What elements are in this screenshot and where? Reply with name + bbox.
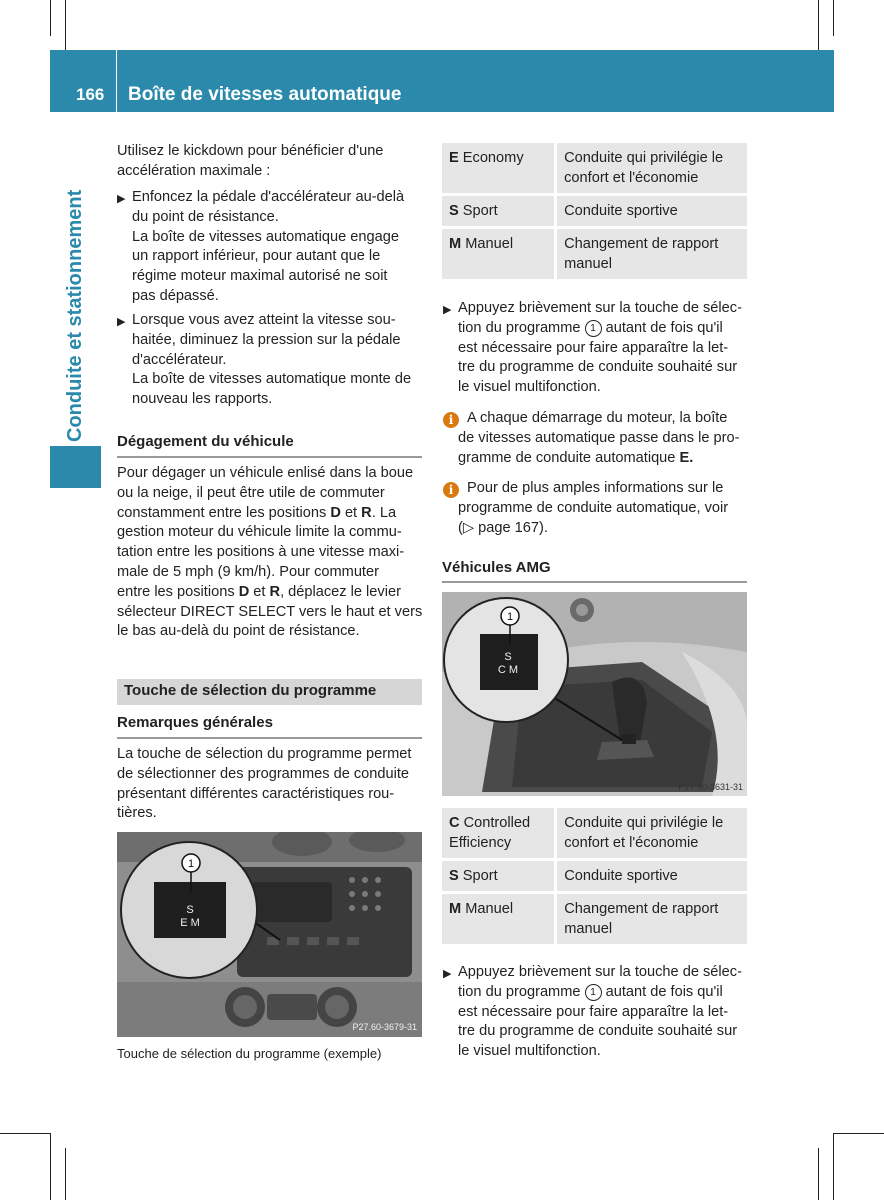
chapter-label: Conduite et stationnement	[64, 189, 86, 442]
crop-mark	[0, 1133, 50, 1134]
bullet-arrow-icon: ▶	[117, 316, 126, 328]
intro-text: Utilisez le kickdown pour bénéficier d'une accélération maximale :	[117, 143, 384, 179]
heading-rule	[117, 737, 422, 739]
table-row: S Sport Conduite sportive	[442, 196, 747, 226]
bullet-kickdown-press: Enfoncez la pédale d'accélérateur au-delà du point de résistance. La boîte de vitesses automatique engage un rapport inférieur, pour autant que le régime moteur maximal autorisé ne soit pas dépassé.	[132, 189, 405, 304]
page-number: 166	[76, 85, 105, 104]
table-row: S Sport Conduite sportive	[442, 861, 747, 891]
remarques-text: La touche de sélection du programme permet de sélectionner des programmes de conduite présentant différentes caractéristiques rou- tières.	[117, 746, 412, 822]
crop-mark	[65, 0, 66, 50]
amg-selector-photo	[442, 592, 747, 796]
dashboard-photo	[117, 832, 422, 1037]
program-table-1	[442, 140, 747, 282]
heading-amg: Véhicules AMG	[442, 559, 551, 576]
page-title: Boîte de vitesses automatique	[128, 84, 402, 105]
photo-code: P27.60-3679-31	[352, 1022, 417, 1032]
heading-rule	[442, 581, 747, 583]
crop-mark	[834, 1133, 884, 1134]
photo-callout-1: 1	[187, 858, 195, 870]
section-heading: Touche de sélection du programme	[117, 679, 422, 705]
chapter-tab	[50, 112, 101, 488]
photo-button-top: S	[186, 904, 194, 916]
page-header	[50, 50, 834, 112]
photo-callout-1: 1	[506, 611, 514, 623]
bullet-arrow-icon: ▶	[443, 304, 452, 316]
heading-rule	[117, 456, 422, 458]
callout-1-icon: 1	[585, 984, 602, 1001]
degagement-text: Pour dégager un véhicule enlisé dans la boue ou la neige, il peut être utile de commuter constamment entre les positions D et R. La gestion moteur du véhicule limite la commu- tation entre les positions à une vitesse maxi- male de 5 mph (9 km/h). Pour commuter entre les positions D et R, déplacez le levier sélecteur DIRECT SELECT vers le haut et vers le bas au-delà du point de résistance.	[117, 465, 423, 640]
crop-mark	[818, 1148, 819, 1200]
table-row: E Economy Conduite qui privilégie le confort et l'économie	[442, 143, 747, 193]
crop-mark	[65, 1148, 66, 1200]
bullet-kickdown-release: Lorsque vous avez atteint la vitesse sou- haitée, diminuez la pression sur la pédale d'accélérateur. La boîte de vitesses automatique monte de nouveau les rapports.	[132, 312, 412, 408]
heading-degagement: Dégagement du véhicule	[117, 433, 294, 450]
table-row: M Manuel Changement de rapport manuel	[442, 894, 747, 944]
crop-mark	[50, 1133, 51, 1200]
photo-caption: Touche de sélection du programme (exemple)	[117, 1046, 382, 1061]
instruction-1: Appuyez brièvement sur la touche de sélec- tion du programme 1 autant de fois qu'il est nécessaire pour faire apparaître la let- tre du programme de conduite souhaité sur le visuel multifonction.	[458, 300, 742, 396]
header-divider	[116, 50, 117, 112]
crop-mark	[50, 0, 51, 36]
photo-button-bottom: C M	[497, 664, 519, 676]
crop-mark	[833, 1133, 834, 1200]
program-table-2	[442, 805, 747, 947]
crop-mark	[818, 0, 819, 50]
instruction-2: Appuyez brièvement sur la touche de sélec- tion du programme 1 autant de fois qu'il est nécessaire pour faire apparaître la let- tre du programme de conduite souhaité sur le visuel multifonction.	[458, 964, 742, 1060]
photo-button-bottom: E M	[180, 917, 200, 929]
info-note-1: A chaque démarrage du moteur, la boîte de vitesses automatique passe dans le pro- gramme de conduite automatique E.	[458, 410, 740, 466]
heading-remarques: Remarques générales	[117, 714, 273, 731]
photo-code: P27.60-3631-31	[678, 782, 743, 792]
info-icon: i	[443, 482, 459, 498]
table-row: C Controlled Efficiency Conduite qui privilégie le confort et l'économie	[442, 808, 747, 858]
callout-1-icon: 1	[585, 320, 602, 337]
info-note-2: Pour de plus amples informations sur le programme de conduite automatique, voir (▷ page 167).	[458, 480, 729, 536]
crop-mark	[833, 0, 834, 36]
bullet-arrow-icon: ▶	[117, 193, 126, 205]
photo-button-top: S	[504, 651, 512, 663]
chapter-marker	[50, 446, 101, 488]
info-icon: i	[443, 412, 459, 428]
table-row: M Manuel Changement de rapport manuel	[442, 229, 747, 279]
bullet-arrow-icon: ▶	[443, 968, 452, 980]
